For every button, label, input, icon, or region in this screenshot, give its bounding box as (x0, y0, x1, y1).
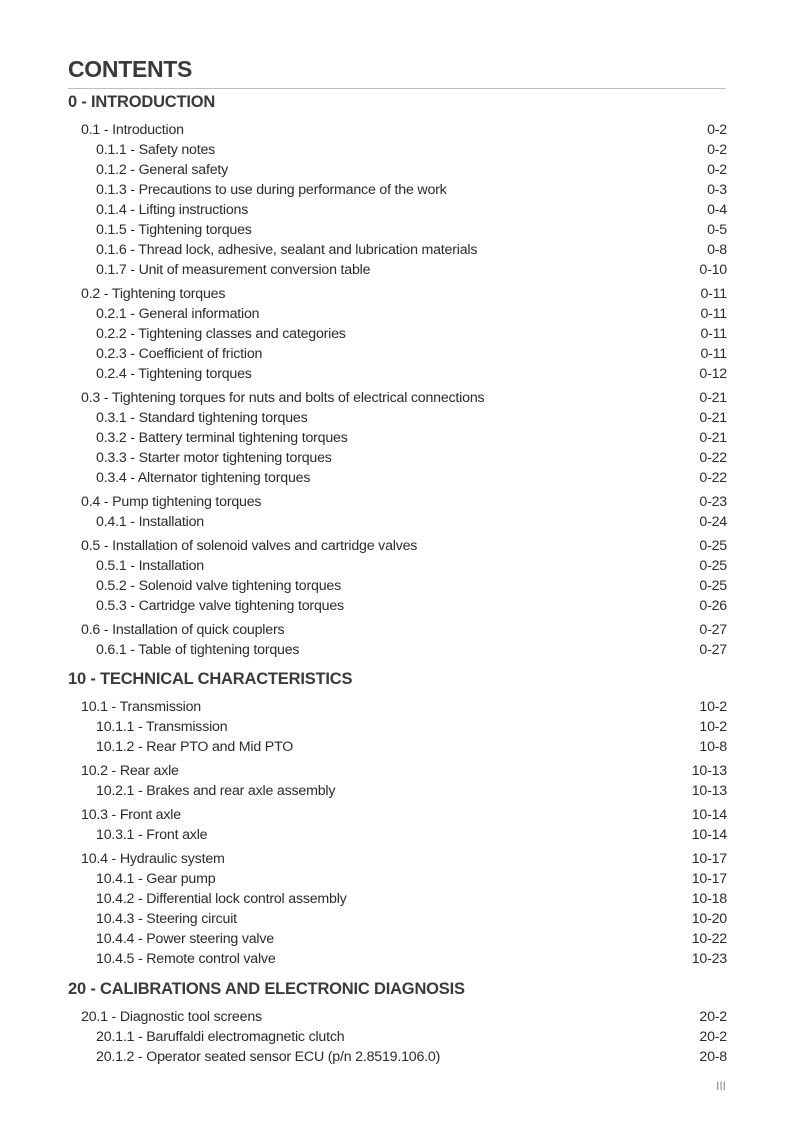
toc-subentry[interactable] (96, 1027, 727, 1047)
toc-subentry-label: 10.4.5 - Remote control valve (96, 951, 276, 967)
toc-subentry-label: 0.2.1 - General information (96, 306, 260, 322)
toc-subentry[interactable] (96, 260, 727, 280)
toc-subentry[interactable] (96, 737, 727, 757)
toc-entry-page: 10-13 (691, 763, 727, 779)
toc-subentry-label: 0.3.1 - Standard tightening torques (96, 410, 308, 426)
toc-entry-page: 0-23 (699, 494, 727, 510)
toc-entry[interactable] (81, 536, 727, 556)
toc-subentry[interactable] (96, 364, 727, 384)
toc-subentry-label: 10.4.3 - Steering circuit (96, 911, 237, 927)
toc-subentry-label: 0.6.1 - Table of tightening torques (96, 642, 300, 658)
toc-subentry-page: 0-27 (699, 642, 727, 658)
toc-entry-label: 10.4 - Hydraulic system (81, 851, 225, 867)
toc-entry-label: 0.3 - Tightening torques for nuts and bolts of electrical connections (81, 390, 485, 406)
toc-subentry-page: 0-3 (707, 182, 727, 198)
toc-subentry[interactable] (96, 640, 727, 660)
toc-subentry[interactable] (96, 324, 727, 344)
toc-subentry[interactable] (96, 220, 727, 240)
toc-subentry-label: 0.1.4 - Lifting instructions (96, 202, 249, 218)
toc-subentry-label: 10.4.1 - Gear pump (96, 871, 216, 887)
toc-entry-label: 0.5 - Installation of solenoid valves and cartridge valves (81, 538, 418, 554)
toc-subentry[interactable] (96, 576, 727, 596)
toc-entry-label: 0.2 - Tightening torques (81, 286, 226, 302)
toc-subentry[interactable] (96, 909, 727, 929)
toc-subentry-page: 0-8 (707, 242, 727, 258)
toc-subentry-label: 0.5.1 - Installation (96, 558, 204, 574)
toc-subentry[interactable] (96, 304, 727, 324)
toc-subentry[interactable] (96, 929, 727, 949)
toc-entry[interactable] (81, 388, 727, 408)
section-heading: 20 - CALIBRATIONS AND ELECTRONIC DIAGNOSIS (68, 980, 465, 998)
toc-subentry[interactable] (96, 1047, 727, 1067)
toc-subentry-page: 0-22 (699, 450, 727, 466)
toc-subentry[interactable] (96, 781, 727, 801)
toc-subentry-page: 0-5 (707, 222, 727, 238)
toc-subentry-label: 10.1.2 - Rear PTO and Mid PTO (96, 739, 294, 755)
toc-entry-page: 10-17 (691, 851, 727, 867)
title-divider (68, 88, 726, 89)
toc-subentry[interactable] (96, 717, 727, 737)
toc-subentry-page: 0-24 (699, 514, 727, 530)
toc-subentry-label: 0.4.1 - Installation (96, 514, 204, 530)
toc-subentry[interactable] (96, 556, 727, 576)
toc-subentry-page: 0-4 (707, 202, 727, 218)
toc-subentry-page: 10-13 (691, 783, 727, 799)
section-heading: 0 - INTRODUCTION (68, 93, 216, 111)
toc-subentry-label: 0.2.4 - Tightening torques (96, 366, 252, 382)
toc-entry[interactable] (81, 805, 727, 825)
toc-subentry-label: 0.2.3 - Coefficient of friction (96, 346, 263, 362)
toc-subentry-page: 0-22 (699, 470, 727, 486)
toc-entry[interactable] (81, 761, 727, 781)
toc-subentry-label: 10.4.4 - Power steering valve (96, 931, 274, 947)
toc-entry-label: 10.1 - Transmission (81, 699, 201, 715)
toc-entry-page: 10-2 (699, 699, 727, 715)
toc-subentry[interactable] (96, 428, 727, 448)
toc-entry-label: 0.1 - Introduction (81, 122, 184, 138)
toc-subentry[interactable] (96, 344, 727, 364)
toc-entry-label: 0.6 - Installation of quick couplers (81, 622, 285, 638)
toc-entry-page: 0-21 (699, 390, 727, 406)
toc-subentry-label: 0.1.3 - Precautions to use during performance of the work (96, 182, 447, 198)
toc-subentry-page: 10-20 (691, 911, 727, 927)
toc-subentry[interactable] (96, 512, 727, 532)
toc-entry-page: 0-2 (707, 122, 727, 138)
toc-subentry-label: 0.3.2 - Battery terminal tightening torques (96, 430, 348, 446)
toc-subentry-label: 10.1.1 - Transmission (96, 719, 228, 735)
toc-entry[interactable] (81, 120, 727, 140)
toc-subentry-page: 0-21 (699, 410, 727, 426)
toc-entry-label: 0.4 - Pump tightening torques (81, 494, 262, 510)
toc-entry[interactable] (81, 284, 727, 304)
toc-subentry-label: 0.3.4 - Alternator tightening torques (96, 470, 311, 486)
toc-subentry-page: 0-21 (699, 430, 727, 446)
toc-subentry[interactable] (96, 180, 727, 200)
toc-subentry[interactable] (96, 448, 727, 468)
toc-entry[interactable] (81, 849, 727, 869)
toc-entry-page: 0-25 (699, 538, 727, 554)
toc-subentry-label: 0.1.7 - Unit of measurement conversion table (96, 262, 371, 278)
toc-subentry-page: 0-11 (700, 346, 727, 362)
toc-entry[interactable] (81, 1007, 727, 1027)
toc-subentry-page: 10-17 (691, 871, 727, 887)
toc-subentry-page: 0-10 (699, 262, 727, 278)
toc-entry-page: 20-2 (699, 1009, 727, 1025)
toc-subentry-page: 0-26 (699, 598, 727, 614)
toc-subentry-label: 0.1.2 - General safety (96, 162, 229, 178)
toc-subentry-page: 0-11 (700, 306, 727, 322)
toc-subentry-label: 0.3.3 - Starter motor tightening torques (96, 450, 332, 466)
toc-subentry-label: 10.3.1 - Front axle (96, 827, 208, 843)
toc-subentry[interactable] (96, 596, 727, 616)
toc-subentry-label: 0.5.2 - Solenoid valve tightening torques (96, 578, 341, 594)
toc-subentry[interactable] (96, 869, 727, 889)
toc-subentry-page: 0-25 (699, 578, 727, 594)
section-heading: 10 - TECHNICAL CHARACTERISTICS (68, 670, 353, 688)
toc-subentry[interactable] (96, 825, 727, 845)
toc-subentry-label: 0.1.6 - Thread lock, adhesive, sealant and lubrication materials (96, 242, 478, 258)
toc-entry-label: 20.1 - Diagnostic tool screens (81, 1009, 262, 1025)
toc-subentry-page: 10-14 (691, 827, 727, 843)
toc-entry[interactable] (81, 697, 727, 717)
toc-subentry-page: 10-8 (699, 739, 727, 755)
toc-entry-label: 10.3 - Front axle (81, 807, 181, 823)
toc-entry-page: 10-14 (691, 807, 727, 823)
page-title: CONTENTS (68, 56, 193, 82)
toc-subentry-label: 20.1.1 - Baruffaldi electromagnetic clutch (96, 1029, 345, 1045)
toc-subentry-label: 0.2.2 - Tightening classes and categories (96, 326, 346, 342)
toc-subentry-page: 0-12 (699, 366, 727, 382)
toc-subentry-page: 10-22 (691, 931, 727, 947)
toc-subentry-page: 10-2 (699, 719, 727, 735)
toc-subentry-label: 20.1.2 - Operator seated sensor ECU (p/n 2.8519.106.0) (96, 1049, 441, 1065)
toc-subentry-page: 20-8 (699, 1049, 727, 1065)
toc-entry-page: 0-27 (699, 622, 727, 638)
toc-subentry[interactable] (96, 889, 727, 909)
page-number: III (715, 1079, 726, 1093)
toc-entry[interactable] (81, 492, 727, 512)
toc-subentry-page: 10-18 (691, 891, 727, 907)
toc-entry-label: 10.2 - Rear axle (81, 763, 179, 779)
toc-subentry-page: 10-23 (691, 951, 727, 967)
toc-subentry-page: 0-2 (707, 162, 727, 178)
toc-subentry-page: 0-2 (707, 142, 727, 158)
toc-subentry-label: 0.1.5 - Tightening torques (96, 222, 252, 238)
toc-subentry[interactable] (96, 949, 727, 969)
toc-entry[interactable] (81, 620, 727, 640)
toc-subentry[interactable] (96, 200, 727, 220)
toc-subentry-label: 0.5.3 - Cartridge valve tightening torques (96, 598, 344, 614)
toc-subentry-label: 10.4.2 - Differential lock control assembly (96, 891, 347, 907)
toc-subentry[interactable] (96, 468, 727, 488)
toc-subentry-label: 10.2.1 - Brakes and rear axle assembly (96, 783, 336, 799)
toc-subentry-page: 20-2 (699, 1029, 727, 1045)
toc-entry-page: 0-11 (700, 286, 727, 302)
toc-subentry[interactable] (96, 408, 727, 428)
toc-subentry[interactable] (96, 140, 727, 160)
toc-subentry[interactable] (96, 160, 727, 180)
toc-subentry-label: 0.1.1 - Safety notes (96, 142, 216, 158)
toc-subentry[interactable] (96, 240, 727, 260)
toc-subentry-page: 0-25 (699, 558, 727, 574)
toc-subentry-page: 0-11 (700, 326, 727, 342)
